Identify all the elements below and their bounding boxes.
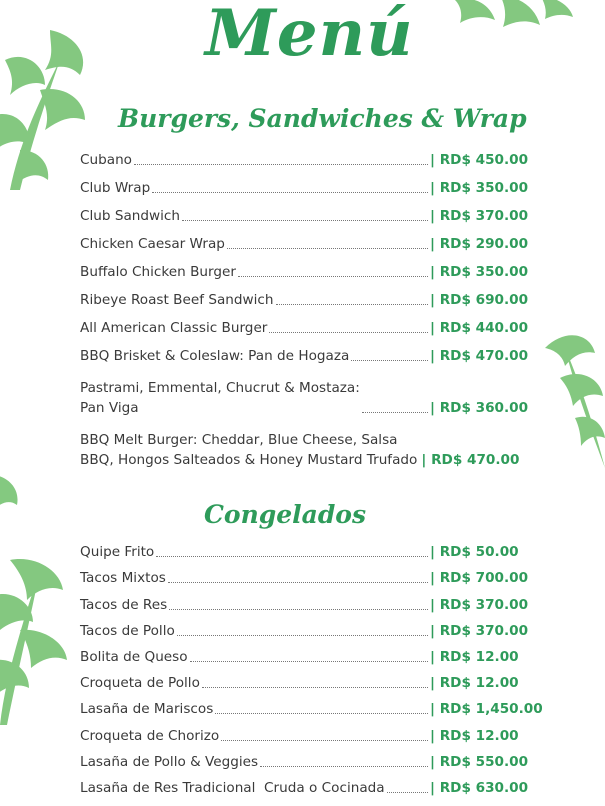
parsley-leaf-icon (0, 550, 75, 730)
dot-leader (182, 220, 428, 221)
item-price: | RD$ 350.00 (430, 180, 529, 196)
item-price: | RD$ 370.00 (430, 596, 529, 613)
dot-leader (202, 687, 428, 688)
menu-item (80, 667, 540, 693)
dot-leader (190, 661, 428, 662)
menu-item (80, 693, 543, 719)
menu-item (80, 418, 540, 470)
menu-item (80, 142, 540, 170)
item-price: | RD$ 370.00 (430, 208, 529, 224)
item-price: | RD$ 350.00 (430, 264, 529, 280)
menu-title: Menú (205, 0, 414, 71)
parsley-leaf-icon (535, 318, 605, 478)
item-name: BBQ Brisket & Coleslaw: Pan de Hogaza (80, 348, 350, 364)
dot-leader (156, 556, 428, 557)
item-name: Buffalo Chicken Burger (80, 264, 236, 280)
section-title-congelados: Congelados (204, 500, 367, 529)
section-title-burgers: Burgers, Sandwiches & Wrap (118, 104, 527, 133)
item-name: Tacos de Res (80, 596, 168, 613)
parsley-leaf-icon (0, 470, 25, 530)
item-name: Lasaña de Mariscos (80, 701, 214, 718)
menu-item (80, 254, 540, 282)
menu-item (80, 226, 540, 254)
item-name: Lasaña de Pollo & Veggies (80, 753, 259, 770)
parsley-leaf-icon (455, 0, 575, 30)
dot-leader (238, 276, 428, 277)
menu-item (80, 366, 540, 418)
item-name: Croqueta de Pollo (80, 675, 200, 692)
menu-item (80, 588, 540, 614)
item-price: | RD$ 1,450.00 (430, 701, 543, 718)
item-name: Lasaña de Res Tradicional Cruda o Cocinada (80, 779, 385, 796)
menu-item (80, 536, 540, 562)
menu-item (80, 746, 540, 772)
menu-item (80, 170, 540, 198)
menu-item (80, 282, 540, 310)
menu-list-congelados (80, 536, 543, 798)
item-name: Quipe Frito (80, 544, 155, 561)
item-price: | RD$ 470.00 (421, 452, 520, 468)
item-price: | RD$ 550.00 (430, 753, 529, 770)
item-name: Tacos de Pollo (80, 622, 175, 639)
dot-leader (221, 740, 428, 741)
menu-item (80, 198, 540, 226)
item-price: | RD$ 50.00 (430, 544, 519, 561)
item-name: BBQ Melt Burger: Cheddar, Blue Cheese, Salsa BBQ, Hongos Salteados & Honey Mustard Trufado (80, 432, 418, 468)
item-price: | RD$ 700.00 (430, 570, 529, 587)
menu-item (80, 310, 540, 338)
dot-leader (215, 713, 428, 714)
dot-leader (168, 582, 428, 583)
dot-leader (177, 635, 428, 636)
item-name: Club Wrap (80, 180, 151, 196)
item-name: Cubano (80, 152, 132, 168)
item-name: Croqueta de Chorizo (80, 727, 220, 744)
item-price: | RD$ 630.00 (430, 779, 529, 796)
menu-item (80, 719, 540, 745)
item-price: | RD$ 360.00 (430, 400, 529, 416)
item-price: | RD$ 12.00 (430, 675, 519, 692)
item-price: | RD$ 290.00 (430, 236, 529, 252)
item-price: | RD$ 440.00 (430, 320, 529, 336)
menu-item (80, 615, 540, 641)
menu-item (80, 772, 540, 798)
menu-item (80, 562, 540, 588)
dot-leader (351, 360, 428, 361)
item-name: Tacos Mixtos (80, 570, 166, 587)
dot-leader (276, 304, 428, 305)
dot-leader (269, 332, 428, 333)
dot-leader (134, 164, 428, 165)
item-name: Ribeye Roast Beef Sandwich (80, 292, 274, 308)
dot-leader (169, 609, 428, 610)
item-name: Chicken Caesar Wrap (80, 236, 225, 252)
item-name: Bolita de Queso (80, 648, 188, 665)
menu-list-burgers (80, 142, 540, 470)
dot-leader (152, 192, 428, 193)
item-price: | RD$ 370.00 (430, 622, 529, 639)
dot-leader (387, 792, 428, 793)
item-price: | RD$ 12.00 (430, 727, 519, 744)
item-price: | RD$ 12.00 (430, 648, 519, 665)
item-name: Club Sandwich (80, 208, 181, 224)
dot-leader (362, 412, 428, 413)
menu-item (80, 641, 540, 667)
menu-item (80, 338, 540, 366)
item-price: | RD$ 450.00 (430, 152, 529, 168)
item-name: Pastrami, Emmental, Chucrut & Mostaza: Pan Viga (80, 380, 360, 416)
item-price: | RD$ 470.00 (430, 348, 529, 364)
dot-leader (260, 766, 428, 767)
item-price: | RD$ 690.00 (430, 292, 529, 308)
dot-leader (227, 248, 428, 249)
item-name: All American Classic Burger (80, 320, 268, 336)
